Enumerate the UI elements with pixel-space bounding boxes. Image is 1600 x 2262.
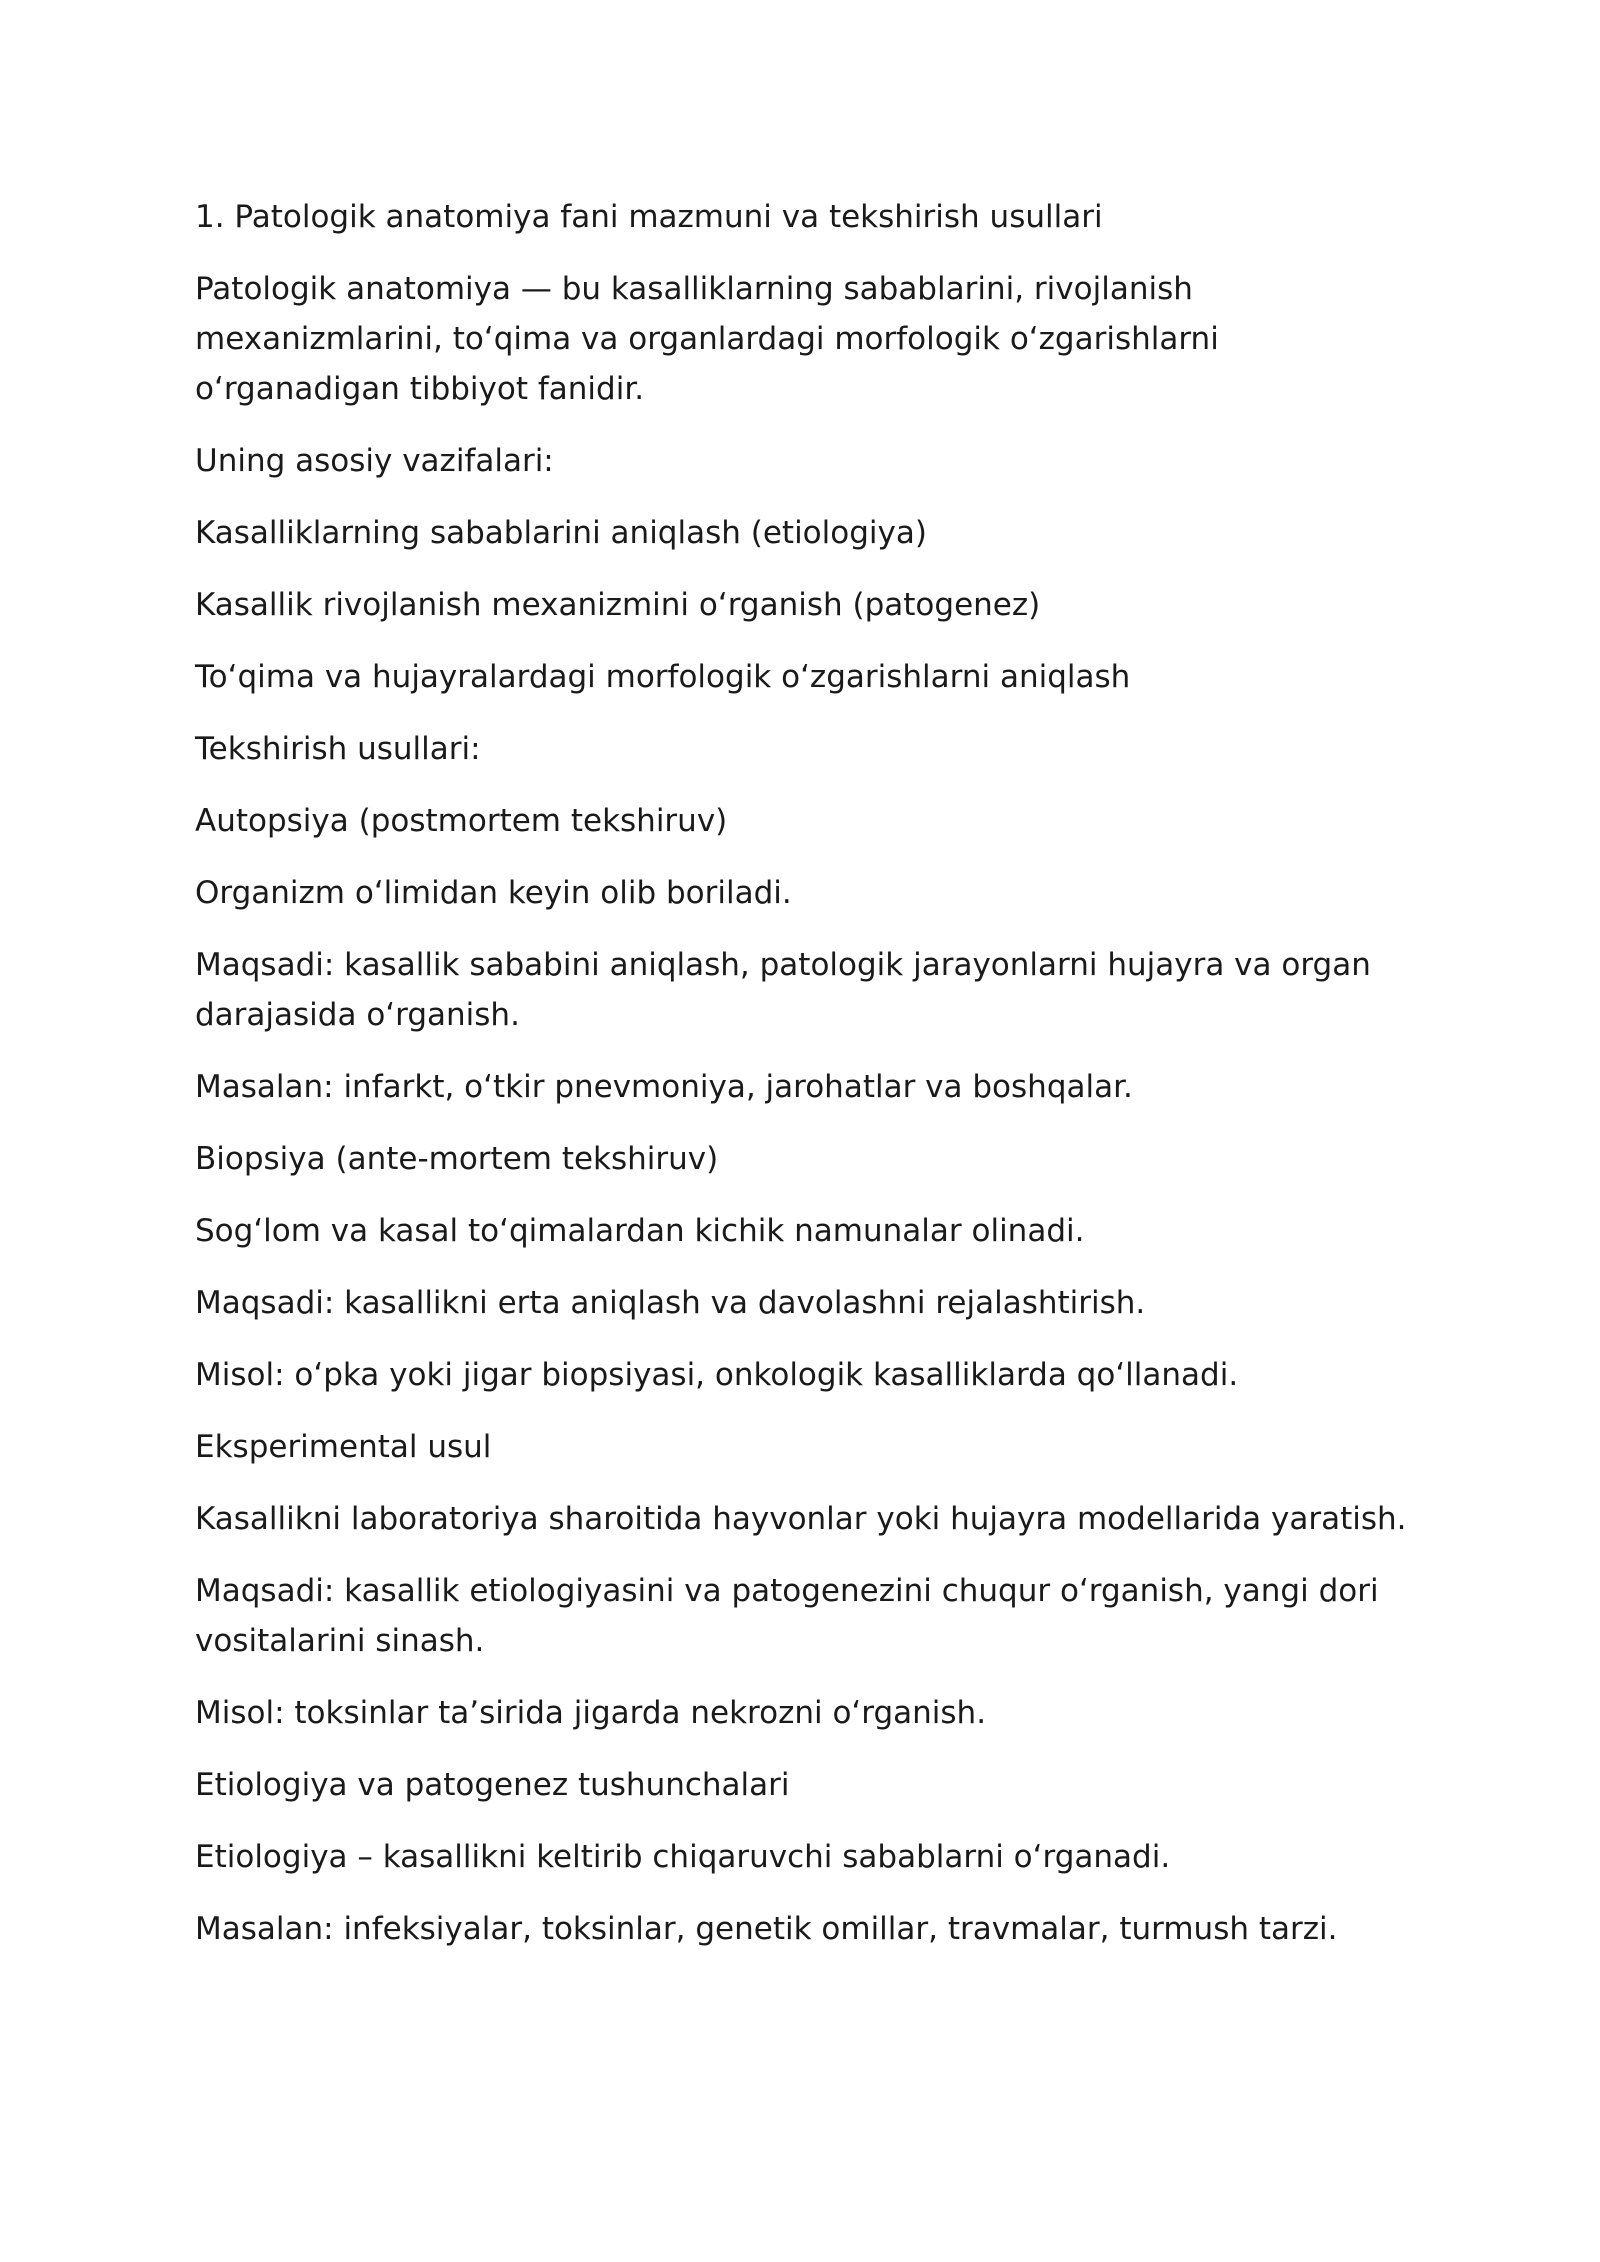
paragraph-experimental-desc: Kasallikni laboratoriya sharoitida hayvonlar yoki hujayra modellarida yaratish. bbox=[195, 1501, 1407, 1537]
paragraph-concepts-heading: Etiologiya va patogenez tushunchalari bbox=[195, 1767, 790, 1803]
paragraph-experimental-heading: Eksperimental usul bbox=[195, 1429, 492, 1465]
paragraph-autopsy-heading: Autopsiya (postmortem tekshiruv) bbox=[195, 803, 728, 839]
paragraph-task-pathogenesis: Kasallik rivojlanish mexanizmini o‘rganish (patogenez) bbox=[195, 587, 1041, 623]
paragraph-definition: Patologik anatomiya — bu kasalliklarning sabablarini, rivojlanish mexanizmlarini, to‘qima va organlardagi morfologik o‘zgarishlarni o‘rganadigan tibbiyot fanidir. bbox=[195, 271, 1219, 407]
paragraph-autopsy-goal: Maqsadi: kasallik sababini aniqlash, patologik jarayonlarni hujayra va organ darajasida o‘rganish. bbox=[195, 947, 1371, 1033]
paragraph-biopsy-heading: Biopsiya (ante-mortem tekshiruv) bbox=[195, 1141, 719, 1177]
paragraph-etiology-definition: Etiologiya – kasallikni keltirib chiqaruvchi sabablarni o‘rganadi. bbox=[195, 1839, 1171, 1875]
paragraph-experimental-goal: Maqsadi: kasallik etiologiyasini va patogenezini chuqur o‘rganish, yangi dori vositalarini sinash. bbox=[195, 1573, 1379, 1659]
document-body bbox=[195, 192, 1425, 1976]
paragraph-autopsy-example: Masalan: infarkt, o‘tkir pnevmoniya, jarohatlar va boshqalar. bbox=[195, 1069, 1133, 1105]
paragraph-task-etiology: Kasalliklarning sabablarini aniqlash (etiologiya) bbox=[195, 515, 927, 551]
paragraph-experimental-example: Misol: toksinlar ta’sirida jigarda nekrozni o‘rganish. bbox=[195, 1695, 987, 1731]
paragraph-tasks-heading: Uning asosiy vazifalari: bbox=[195, 443, 554, 479]
paragraph-biopsy-samples: Sog‘lom va kasal to‘qimalardan kichik namunalar olinadi. bbox=[195, 1213, 1085, 1249]
paragraph-biopsy-example: Misol: o‘pka yoki jigar biopsiyasi, onkologik kasalliklarda qo‘llanadi. bbox=[195, 1357, 1239, 1393]
paragraph-methods-heading: Tekshirish usullari: bbox=[195, 731, 481, 767]
document-heading: 1. Patologik anatomiya fani mazmuni va tekshirish usullari bbox=[195, 199, 1103, 235]
paragraph-task-morphology: To‘qima va hujayralardagi morfologik o‘zgarishlarni aniqlash bbox=[195, 659, 1131, 695]
paragraph-biopsy-goal: Maqsadi: kasallikni erta aniqlash va davolashni rejalashtirish. bbox=[195, 1285, 1146, 1321]
paragraph-autopsy-when: Organizm o‘limidan keyin olib boriladi. bbox=[195, 875, 792, 911]
paragraph-etiology-example: Masalan: infeksiyalar, toksinlar, genetik omillar, travmalar, turmush tarzi. bbox=[195, 1911, 1338, 1947]
